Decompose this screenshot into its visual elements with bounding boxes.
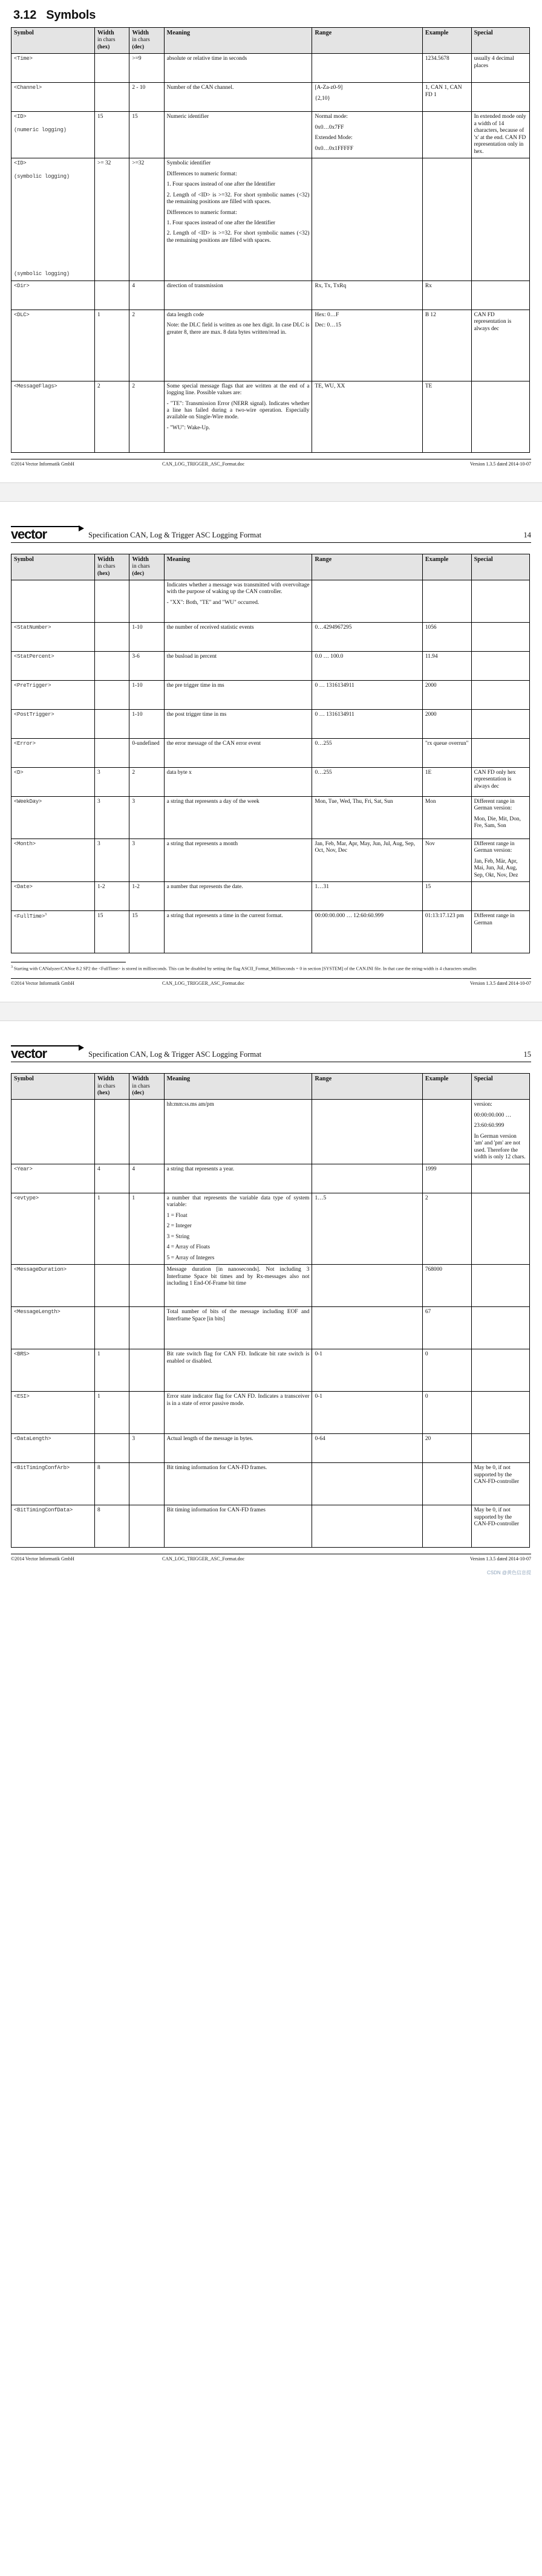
cell-special — [471, 1307, 529, 1349]
cell-width-hex — [95, 1307, 129, 1349]
page-title — [13, 8, 531, 22]
cell-meaning: a string that represents a year. — [164, 1164, 312, 1193]
col-sub-dec: (dec) — [132, 44, 145, 50]
cell-special — [471, 1392, 529, 1434]
col-sub-hex: (hex) — [97, 44, 110, 50]
cell-special: Different range in German version: Jan, Feb, Mär, Apr, Mai, Jun, Jul, Aug, Sep, Okt, Nov, Dez — [471, 839, 529, 881]
cell-range: 0 … 1316134911 — [312, 680, 422, 709]
table-row — [11, 709, 530, 738]
cell-range: [A-Za-z0-9] {2,10} — [312, 83, 422, 112]
cell-range — [312, 1265, 422, 1307]
symbols-table-3 — [11, 1073, 530, 1548]
table-row — [11, 1505, 530, 1548]
cell-range: Mon, Tue, Wed, Thu, Fri, Sat, Sun — [312, 796, 422, 839]
cell-special — [471, 83, 529, 112]
cell-width-dec: >=32 — [129, 158, 164, 281]
table-row — [11, 1164, 530, 1193]
cell-width-hex: 3 — [95, 839, 129, 881]
cell-meaning: the error message of the CAN error event — [164, 738, 312, 767]
cell-width-dec — [129, 1349, 164, 1392]
symbols-table-2 — [11, 554, 530, 954]
cell-width-dec: 3 — [129, 839, 164, 881]
cell-symbol: <D> — [11, 767, 95, 796]
col-special: Special — [471, 28, 529, 54]
cell-range — [312, 580, 422, 622]
logo-arrow-icon — [79, 1045, 84, 1051]
cell-width-hex — [95, 281, 129, 310]
page-header — [11, 526, 531, 543]
table-row — [11, 738, 530, 767]
cell-range: Rx, Tx, TxRq — [312, 281, 422, 310]
table-row — [11, 680, 530, 709]
cell-symbol: <Date> — [11, 882, 95, 911]
cell-width-hex — [95, 622, 129, 651]
footer-filename: CAN_LOG_TRIGGER_ASC_Format.doc — [162, 461, 245, 467]
cell-example — [422, 112, 471, 158]
table-row — [11, 1193, 530, 1264]
cell-symbol: <PostTrigger> — [11, 709, 95, 738]
page-2 — [0, 526, 542, 1002]
col-range: Range — [312, 1074, 422, 1100]
cell-meaning: data byte x — [164, 767, 312, 796]
cell-width-dec: 1 — [129, 1193, 164, 1264]
cell-width-dec: 0-undefined — [129, 738, 164, 767]
cell-example: 768000 — [422, 1265, 471, 1307]
col-special: Special — [471, 554, 529, 580]
cell-width-hex: 1 — [95, 1193, 129, 1264]
cell-width-hex: 1-2 — [95, 882, 129, 911]
cell-width-dec: 2 — [129, 767, 164, 796]
cell-special: Different range in German version: Mon, Die, Mit, Don, Fre, Sam, Son — [471, 796, 529, 839]
cell-range: 00:00:00.000 … 12:60:60.999 — [312, 911, 422, 953]
cell-range — [312, 1164, 422, 1193]
cell-width-hex — [95, 1434, 129, 1463]
cell-example: 1, CAN 1, CAN FD 1 — [422, 83, 471, 112]
cell-special — [471, 882, 529, 911]
cell-width-dec: 1-2 — [129, 882, 164, 911]
table-row — [11, 767, 530, 796]
cell-width-hex — [95, 580, 129, 622]
cell-special — [471, 158, 529, 281]
cell-special — [471, 1164, 529, 1193]
section-title: Symbols — [46, 8, 96, 22]
cell-width-dec: 1-10 — [129, 709, 164, 738]
cell-symbol: <Error> — [11, 738, 95, 767]
table-row — [11, 1392, 530, 1434]
cell-example: 1056 — [422, 622, 471, 651]
logo-arrow-icon — [79, 525, 84, 531]
document-title: Specification CAN, Log & Trigger ASC Logging Format — [88, 530, 262, 539]
cell-width-dec: 2 - 10 — [129, 83, 164, 112]
cell-width-dec: 1-10 — [129, 680, 164, 709]
cell-example: Mon — [422, 796, 471, 839]
table-body-2 — [11, 580, 530, 953]
cell-width-hex: 8 — [95, 1463, 129, 1505]
cell-meaning: direction of transmission — [164, 281, 312, 310]
cell-special — [471, 1434, 529, 1463]
cell-width-hex: 1 — [95, 1349, 129, 1392]
page-footer — [11, 459, 531, 467]
cell-width-dec — [129, 1265, 164, 1307]
cell-range: 0-1 — [312, 1349, 422, 1392]
cell-symbol: <DLC> — [11, 310, 95, 381]
cell-special — [471, 381, 529, 452]
cell-width-hex: 8 — [95, 1505, 129, 1548]
col-symbol: Symbol — [11, 1074, 95, 1100]
footer-filename: CAN_LOG_TRIGGER_ASC_Format.doc — [162, 1556, 245, 1562]
cell-width-hex — [95, 680, 129, 709]
col-sub-in-chars: in chars — [97, 37, 116, 44]
cell-width-dec: 4 — [129, 1164, 164, 1193]
cell-special: CAN FD only hex representation is always dec — [471, 767, 529, 796]
cell-width-dec — [129, 1100, 164, 1164]
cell-width-dec: 3 — [129, 1434, 164, 1463]
cell-special — [471, 680, 529, 709]
footer-copyright: ©2014 Vector Informatik GmbH — [11, 1556, 74, 1562]
vector-logo: vector — [11, 1045, 79, 1060]
cell-symbol: <ID> (symbolic logging) (symbolic logging) — [11, 158, 95, 281]
col-special: Special — [471, 1074, 529, 1100]
table-row — [11, 54, 530, 83]
cell-special: CAN FD representation is always dec — [471, 310, 529, 381]
table-row — [11, 1100, 530, 1164]
table-header-row — [11, 554, 530, 580]
cell-special: May be 0, if not supported by the CAN-FD-controller — [471, 1505, 529, 1548]
cell-symbol: <MessageDuration> — [11, 1265, 95, 1307]
footer-copyright: ©2014 Vector Informatik GmbH — [11, 981, 74, 987]
cell-symbol: <Channel> — [11, 83, 95, 112]
cell-meaning: Message duration [in nanoseconds]. Not including 3 Interframe Space bit times and by Rx-messages also not including 1 End-Of-Frame bit time — [164, 1265, 312, 1307]
col-example: Example — [422, 28, 471, 54]
cell-example: B 12 — [422, 310, 471, 381]
cell-symbol: <evtype> — [11, 1193, 95, 1264]
cell-special — [471, 1265, 529, 1307]
page-footer — [11, 1554, 531, 1562]
table-row — [11, 1265, 530, 1307]
cell-range: Jan, Feb, Mar, Apr, May, Jun, Jul, Aug, Sep, Oct, Nov, Dec — [312, 839, 422, 881]
table-row — [11, 622, 530, 651]
col-example: Example — [422, 554, 471, 580]
cell-example: 2000 — [422, 709, 471, 738]
col-symbol: Symbol — [11, 28, 95, 54]
cell-width-dec — [129, 1307, 164, 1349]
table-row — [11, 796, 530, 839]
cell-special: In extended mode only a width of 14 characters, because of 'x' at the end. CAN FD representation only in hex. — [471, 112, 529, 158]
watermark: CSDN @黄色信息提 — [486, 1570, 531, 1576]
cell-meaning: the number of received statistic events — [164, 622, 312, 651]
table-header-row — [11, 28, 530, 54]
cell-width-dec — [129, 1505, 164, 1548]
cell-meaning: Indicates whether a message was transmitted with overvoltage with the purpose of waking up the CAN controller. - "XX": Both, "TE" and "WU" occurred. — [164, 580, 312, 622]
cell-special — [471, 651, 529, 680]
cell-range: TE, WU, XX — [312, 381, 422, 452]
cell-range: 0-64 — [312, 1434, 422, 1463]
cell-range: 0-1 — [312, 1392, 422, 1434]
table-row — [11, 112, 530, 158]
cell-width-hex — [95, 709, 129, 738]
cell-special — [471, 622, 529, 651]
cell-meaning: a string that represents a day of the week — [164, 796, 312, 839]
cell-width-hex: 3 — [95, 796, 129, 839]
cell-range — [312, 158, 422, 281]
cell-range — [312, 1100, 422, 1164]
cell-example: Nov — [422, 839, 471, 881]
cell-special — [471, 709, 529, 738]
table-row — [11, 911, 530, 953]
table-row — [11, 1307, 530, 1349]
cell-width-hex — [95, 83, 129, 112]
cell-example: 01:13:17.123 pm — [422, 911, 471, 953]
cell-meaning: the pre trigger time in ms — [164, 680, 312, 709]
footnote-text: Starting with CANalyzer/CANoe 8.2 SP2 the <FullTime> is stored in milliseconds. This can be disabled by setting the flag ASCII_Format_Milliseconds = 0 in section [SYSTEM] of the CAN.INI file. In that case the string-width is 4 characters smaller. — [13, 965, 477, 972]
document-title: Specification CAN, Log & Trigger ASC Logging Format — [88, 1050, 262, 1059]
cell-meaning: a string that represents a time in the current format. — [164, 911, 312, 953]
table-row — [11, 381, 530, 452]
table-row — [11, 1463, 530, 1505]
cell-special — [471, 580, 529, 622]
cell-special — [471, 1193, 529, 1264]
cell-example: 20 — [422, 1434, 471, 1463]
cell-symbol: <BRS> — [11, 1349, 95, 1392]
col-meaning: Meaning — [164, 554, 312, 580]
cell-range: Normal mode: 0x0…0x7FF Extended Mode: 0x0…0x1FFFFF — [312, 112, 422, 158]
cell-meaning: Total number of bits of the message including EOF and Interframe Space [in bits] — [164, 1307, 312, 1349]
cell-symbol: <DataLength> — [11, 1434, 95, 1463]
page-footer — [11, 978, 531, 986]
cell-example: 67 — [422, 1307, 471, 1349]
cell-example — [422, 580, 471, 622]
cell-width-dec: 3 — [129, 796, 164, 839]
cell-range — [312, 1505, 422, 1548]
table-header-row — [11, 1074, 530, 1100]
cell-special: usually 4 decimal places — [471, 54, 529, 83]
cell-example — [422, 1505, 471, 1548]
table-row — [11, 310, 530, 381]
cell-meaning: a string that represents a month — [164, 839, 312, 881]
cell-symbol: <MessageLength> — [11, 1307, 95, 1349]
col-width-hex: Width in chars (hex) — [95, 28, 129, 54]
footer-copyright: ©2014 Vector Informatik GmbH — [11, 461, 74, 467]
cell-example: 2 — [422, 1193, 471, 1264]
cell-meaning: Error state indicator flag for CAN FD. Indicates a transceiver is in a state of error passive mode. — [164, 1392, 312, 1434]
cell-symbol — [11, 1100, 95, 1164]
cell-width-hex: 4 — [95, 1164, 129, 1193]
cell-width-dec: 4 — [129, 281, 164, 310]
cell-width-hex — [95, 1265, 129, 1307]
vector-logo: vector — [11, 526, 79, 541]
cell-meaning: hh:mm:ss.ms am/pm — [164, 1100, 312, 1164]
section-number: 3.12 — [13, 8, 37, 22]
cell-width-hex — [95, 1100, 129, 1164]
page-3 — [0, 1045, 542, 1577]
cell-symbol: <ID> (numeric logging) — [11, 112, 95, 158]
page-separator — [0, 1002, 542, 1021]
cell-meaning: Some special message flags that are written at the end of a logging line. Possible values are: - "TE": Transmission Error (NERR signal). Indicates whether a line has failed during a two-wire operation. Especially available on Single-Wire mode. - "WU": Wake-Up. — [164, 381, 312, 452]
cell-range — [312, 1307, 422, 1349]
cell-symbol — [11, 580, 95, 622]
cell-example: 1999 — [422, 1164, 471, 1193]
footnote-marker: 3 — [11, 965, 13, 970]
cell-symbol: <StatPercent> — [11, 651, 95, 680]
cell-width-dec: 1-10 — [129, 622, 164, 651]
cell-meaning: Number of the CAN channel. — [164, 83, 312, 112]
page-number: 15 — [523, 1050, 531, 1059]
cell-meaning: absolute or relative time in seconds — [164, 54, 312, 83]
col-sub-in-chars: in chars — [132, 37, 150, 44]
cell-meaning: Numeric identifier — [164, 112, 312, 158]
cell-example: TE — [422, 381, 471, 452]
cell-width-hex — [95, 54, 129, 83]
cell-meaning: data length code Note: the DLC field is written as one hex digit. In case DLC is greater 8, there are max. 8 data bytes written/read in. — [164, 310, 312, 381]
footer-version: Version 1.3.5 dated 2014-10-07 — [469, 461, 531, 467]
cell-meaning: the busload in percent — [164, 651, 312, 680]
col-width-dec: Width in chars (dec) — [129, 28, 164, 54]
cell-width-dec — [129, 1392, 164, 1434]
table-row — [11, 83, 530, 112]
cell-meaning: a number that represents the variable data type of system variable: 1 = Float 2 = Integer 3 = String 4 = Array of Floats 5 = Array of Integers — [164, 1193, 312, 1264]
cell-range — [312, 1463, 422, 1505]
cell-symbol: <Year> — [11, 1164, 95, 1193]
cell-example: "rx queue overrun" — [422, 738, 471, 767]
cell-example: 0 — [422, 1392, 471, 1434]
cell-special: Different range in German — [471, 911, 529, 953]
cell-special — [471, 1349, 529, 1392]
cell-width-hex — [95, 651, 129, 680]
cell-range: 1…31 — [312, 882, 422, 911]
cell-example — [422, 158, 471, 281]
col-width-dec: Width in chars (dec) — [129, 1074, 164, 1100]
cell-symbol: <Dir> — [11, 281, 95, 310]
cell-example: 15 — [422, 882, 471, 911]
cell-example: Rx — [422, 281, 471, 310]
footer-version: Version 1.3.5 dated 2014-10-07 — [469, 981, 531, 987]
cell-range: 0 … 1316134911 — [312, 709, 422, 738]
footnote — [11, 962, 531, 972]
cell-example: 11.94 — [422, 651, 471, 680]
cell-meaning: a number that represents the date. — [164, 882, 312, 911]
cell-example: 1234.5678 — [422, 54, 471, 83]
cell-example: 2000 — [422, 680, 471, 709]
cell-width-dec: 15 — [129, 911, 164, 953]
cell-meaning: Actual length of the message in bytes. — [164, 1434, 312, 1463]
cell-symbol: <BitTimingConfArb> — [11, 1463, 95, 1505]
cell-width-hex: 1 — [95, 310, 129, 381]
cell-meaning: Symbolic identifier Differences to numeric format: 1. Four spaces instead of one after the Identifier 2. Length of <ID> is >=32. For short symbolic names (<32) the remaining positions are filled with spaces. Differences to numeric format: 1. Four spaces instead of one after the Identifier 2. Length of <ID> is >=32. For short symbolic names (<32) the remaining positions are filled with spaces. — [164, 158, 312, 281]
page-header — [11, 1045, 531, 1062]
cell-width-hex — [95, 738, 129, 767]
col-symbol: Symbol — [11, 554, 95, 580]
cell-width-hex: 15 — [95, 112, 129, 158]
col-example: Example — [422, 1074, 471, 1100]
footer-version: Version 1.3.5 dated 2014-10-07 — [469, 1556, 531, 1562]
cell-range: 0…255 — [312, 767, 422, 796]
cell-symbol: <StatNumber> — [11, 622, 95, 651]
cell-width-dec: 2 — [129, 381, 164, 452]
cell-range: 0…255 — [312, 738, 422, 767]
page-1 — [0, 8, 542, 482]
table-row — [11, 839, 530, 881]
col-range: Range — [312, 554, 422, 580]
cell-symbol: <Time> — [11, 54, 95, 83]
col-range: Range — [312, 28, 422, 54]
cell-meaning: Bit timing information for CAN-FD frames — [164, 1505, 312, 1548]
cell-example: 1E — [422, 767, 471, 796]
symbols-table-1 — [11, 27, 530, 453]
cell-meaning: the post trigger time in ms — [164, 709, 312, 738]
cell-width-hex: 2 — [95, 381, 129, 452]
cell-width-dec — [129, 1463, 164, 1505]
cell-symbol: <BitTimingConfData> — [11, 1505, 95, 1548]
cell-special: version: 00:00:00.000 … 23:60:60.999 In German version 'am' and 'pm' are not used. Therefore the width is only 12 chars. — [471, 1100, 529, 1164]
cell-range — [312, 54, 422, 83]
cell-meaning: Bit rate switch flag for CAN FD. Indicate bit rate switch is enabled or disabled. — [164, 1349, 312, 1392]
cell-width-hex: 15 — [95, 911, 129, 953]
table-row — [11, 281, 530, 310]
table-body-1 — [11, 54, 530, 452]
cell-special — [471, 738, 529, 767]
cell-width-hex: 1 — [95, 1392, 129, 1434]
cell-example: 0 — [422, 1349, 471, 1392]
cell-width-hex: >= 32 — [95, 158, 129, 281]
table-row — [11, 158, 530, 281]
cell-width-dec: 15 — [129, 112, 164, 158]
cell-special: May be 0, if not supported by the CAN-FD-controller — [471, 1463, 529, 1505]
cell-example — [422, 1100, 471, 1164]
cell-width-dec: 3-6 — [129, 651, 164, 680]
cell-symbol: <WeekDay> — [11, 796, 95, 839]
cell-width-hex: 3 — [95, 767, 129, 796]
cell-symbol: <ESI> — [11, 1392, 95, 1434]
page-separator — [0, 482, 542, 502]
cell-width-dec: 2 — [129, 310, 164, 381]
col-meaning: Meaning — [164, 28, 312, 54]
cell-width-dec — [129, 580, 164, 622]
table-body-3 — [11, 1100, 530, 1548]
cell-symbol: <MessageFlags> — [11, 381, 95, 452]
cell-range: 0…4294967295 — [312, 622, 422, 651]
cell-symbol: <FullTime>$^3$ — [11, 911, 95, 953]
table-row — [11, 651, 530, 680]
cell-range: Hex: 0…F Dec: 0…15 — [312, 310, 422, 381]
cell-symbol: <PreTrigger> — [11, 680, 95, 709]
cell-range: 0.0 … 100.0 — [312, 651, 422, 680]
col-width-dec: Width in chars (dec) — [129, 554, 164, 580]
cell-range: 1…5 — [312, 1193, 422, 1264]
cell-special — [471, 281, 529, 310]
col-width-hex: Width in chars (hex) — [95, 1074, 129, 1100]
cell-width-dec: >=9 — [129, 54, 164, 83]
table-row — [11, 1349, 530, 1392]
footer-filename: CAN_LOG_TRIGGER_ASC_Format.doc — [162, 981, 245, 987]
col-width-hex: Width in chars (hex) — [95, 554, 129, 580]
cell-symbol: <Month> — [11, 839, 95, 881]
col-meaning: Meaning — [164, 1074, 312, 1100]
cell-meaning: Bit timing information for CAN-FD frames. — [164, 1463, 312, 1505]
table-row — [11, 580, 530, 622]
table-row — [11, 1434, 530, 1463]
page-number: 14 — [523, 530, 531, 539]
cell-example — [422, 1463, 471, 1505]
table-row — [11, 882, 530, 911]
